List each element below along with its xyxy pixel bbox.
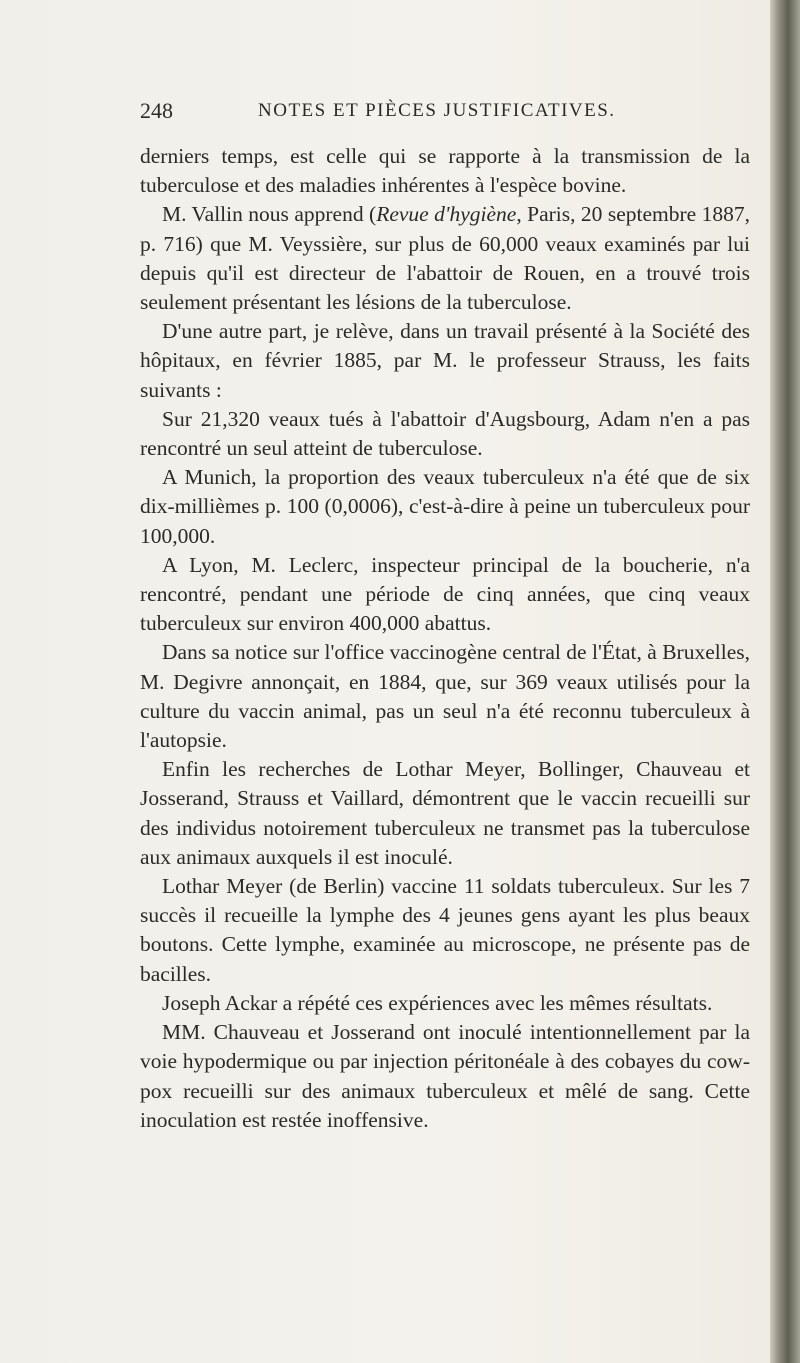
paragraph: A Lyon, M. Leclerc, inspecteur principal de la boucherie, n'a rencontré, pendant une période de cinq années, que cinq veaux tuberculeux sur environ 400,000 abattus. — [140, 552, 750, 636]
paragraph: Enfin les recherches de Lothar Meyer, Bollinger, Chauveau et Josserand, Strauss et Vaillard, démontrent que le vaccin recueilli sur des individus notoirement tuberculeux ne transmet pas la tuberculose aux animaux auxquels il est inoculé. — [140, 757, 750, 869]
paragraph: Lothar Meyer (de Berlin) vaccine 11 soldats tuberculeux. Sur les 7 succès il recueille la lymphe des 4 jeunes gens ayant les plus beaux boutons. Cette lymphe, examinée au microscope, ne présente pas de bacilles. — [140, 874, 750, 986]
paragraph: D'une autre part, je relève, dans un travail présenté à la Société des hôpitaux, en février 1885, par M. le professeur Strauss, les faits suivants : — [140, 319, 750, 402]
paragraph-vallin-end: , Paris, 20 septembre 1887, p. 716) que M. Veyssière, sur plus de 60,000 veaux examinés par lui depuis qu'il est directeur de l'abattoir de Rouen, en a trouvé trois seulement présentant les lésions de la tuberculose. — [140, 202, 750, 315]
paragraph: derniers temps, est celle qui se rapporte à la transmission de la tuberculose et des maladies inhérentes à l'espèce bovine. — [140, 144, 750, 198]
paragraph: Dans sa notice sur l'office vaccinogène central de l'État, à Bruxelles, M. Degivre annonçait, en 1884, que, sur 369 veaux utilisés pour la culture du vaccin animal, pas un seul n'a été reconnu tuberculeux à l'autopsie. — [140, 640, 750, 753]
paragraph: A Munich, la proportion des veaux tuberculeux n'a été que de six dix-millièmes p. 100 (0,0006), c'est-à-dire à peine un tuberculeux pour 100,000. — [140, 465, 750, 548]
body-text — [140, 142, 750, 1135]
running-title: NOTES ET PIÈCES JUSTIFICATIVES. — [258, 100, 616, 121]
page-number: 248 — [140, 98, 173, 123]
paragraph: Joseph Ackar a répété ces expériences avec les mêmes résultats. — [162, 990, 713, 1015]
paragraph: Sur 21,320 veaux tués à l'abattoir d'Augsbourg, Adam n'en a pas rencontré un seul atteint de tuberculose. — [140, 406, 750, 461]
page-edge-shadow — [770, 0, 800, 1363]
journal-title: Revue d'hygiène — [376, 202, 517, 227]
paragraph-vallin-start: M. Vallin nous apprend ( — [162, 202, 377, 227]
paragraph-vallin — [140, 200, 750, 317]
paragraph: MM. Chauveau et Josserand ont inoculé intentionnellement par la voie hypodermique ou par injection péritonéale à des cobayes du cow-pox recueilli sur des animaux tuberculeux et mêlé de sang. Cette inoculation est restée inoffensive. — [140, 1020, 750, 1132]
page-header — [140, 98, 740, 132]
